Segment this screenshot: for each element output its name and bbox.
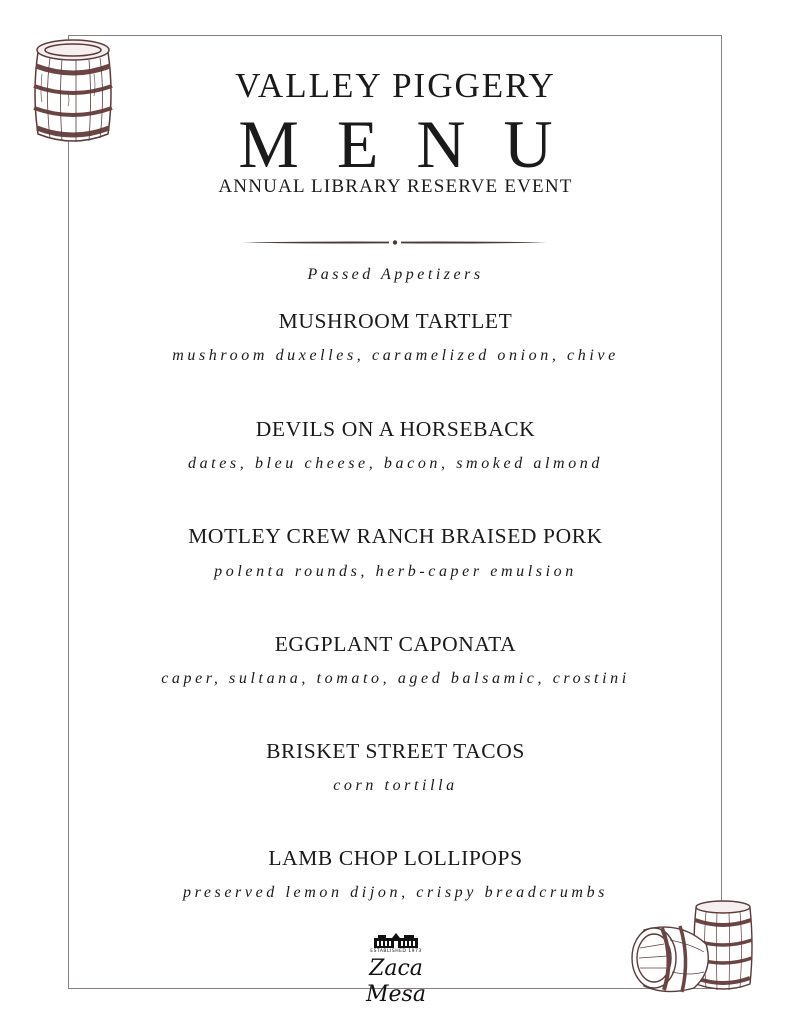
menu-item-description: mushroom duxelles, caramelized onion, chive — [172, 347, 619, 364]
menu-item-description: preserved lemon dijon, crispy breadcrumbs — [182, 884, 609, 901]
winery-logo-icon — [372, 932, 420, 948]
ornamental-divider — [243, 240, 547, 245]
event-title: ANNUAL LIBRARY RESERVE EVENT — [218, 176, 573, 197]
barrels-icon — [630, 900, 754, 996]
menu-item-description: dates, bleu cheese, bacon, smoked almond — [187, 455, 604, 472]
menu-item-name: DEVILS ON A HORSEBACK — [255, 417, 536, 441]
menu-heading: MENU — [238, 106, 591, 182]
logo-script: Zaca Mesa — [366, 956, 426, 1007]
logo-established: ESTABLISHED 1973 — [370, 949, 422, 954]
menu-item-name: LAMB CHOP LOLLIPOPS — [268, 846, 523, 870]
menu-item-description: caper, sultana, tomato, aged balsamic, crostini — [161, 670, 630, 687]
menu-item-description: polenta rounds, herb-caper emulsion — [214, 563, 577, 580]
menu-item-name: EGGPLANT CAPONATA — [274, 632, 517, 656]
menu-item-name: BRISKET STREET TACOS — [266, 739, 525, 763]
winery-logo — [342, 932, 450, 1007]
restaurant-title: VALLEY PIGGERY — [235, 66, 556, 105]
section-title: Passed Appetizers — [307, 266, 484, 283]
menu-item-name: MUSHROOM TARTLET — [278, 309, 513, 333]
menu-item-description: corn tortilla — [333, 777, 458, 794]
menu-item-name: MOTLEY CREW RANCH BRAISED PORK — [188, 524, 603, 548]
